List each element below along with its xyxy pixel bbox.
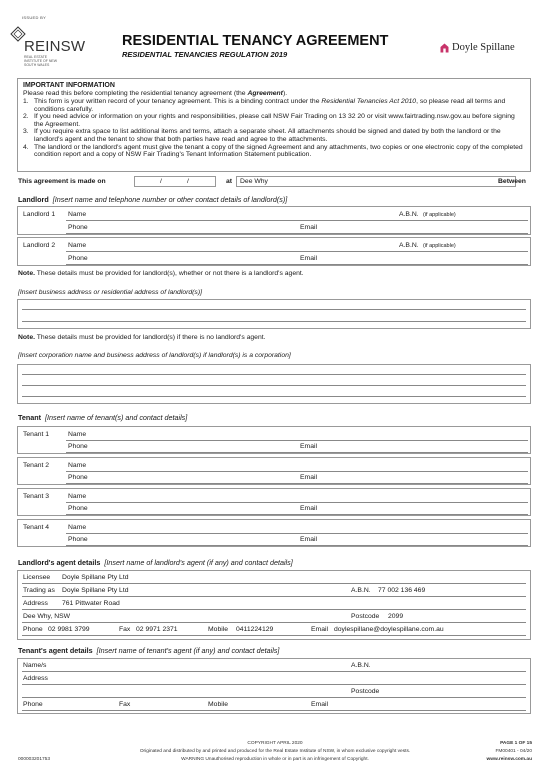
important-list xyxy=(23,98,525,159)
note-label: Note. xyxy=(18,270,35,277)
intro-end: ). xyxy=(282,90,288,97)
landlord-heading xyxy=(18,195,287,204)
tenant-1-box xyxy=(17,426,531,454)
footer-warning: WARNING Unauthorised reproduction in whole or in part is an infringement of Copyright. xyxy=(181,757,369,762)
item-number: 4. xyxy=(23,143,29,151)
tenant-hint: [Insert name of tenant(s) and contact details] xyxy=(45,413,188,422)
landlord-note-2 xyxy=(18,334,266,341)
agent-mobile-label: Mobile xyxy=(208,626,229,633)
tenant-1-name-label: Name xyxy=(68,431,87,438)
landlord-2-box xyxy=(17,237,531,266)
issued-by-label: ISSUED BY xyxy=(22,15,47,20)
note-text: These details must be provided for landlord(s), whether or not there is a landlord's agent. xyxy=(35,270,304,277)
landlord-1-box xyxy=(17,206,531,235)
tenant-agent-box xyxy=(17,658,531,714)
corporation-line xyxy=(22,374,526,375)
form-number: FM00401 - 04/20 xyxy=(495,749,532,754)
landlord-1-abn-label: A.B.N. xyxy=(399,211,419,218)
location-value: Dee Why xyxy=(240,178,268,185)
tenant-agent-email-label: Email xyxy=(311,701,328,708)
landlord-agent-hint: [Insert name of landlord's agent (if any) and contact details] xyxy=(104,558,293,567)
tenant-2-label: Tenant 2 xyxy=(23,462,50,469)
agent-email-label: Email xyxy=(311,626,328,633)
landlord-1-email-label: Email xyxy=(300,224,317,231)
trading-as-value: Doyle Spillane Pty Ltd xyxy=(62,587,129,594)
business-address-hint: [Insert business address or residential address of landlord(s)] xyxy=(18,289,202,296)
corporation-line xyxy=(22,385,526,386)
agent-email-value: doylespillane@doylespillane.com.au xyxy=(334,626,444,633)
important-item xyxy=(23,128,525,143)
landlord-2-abn-field[interactable] xyxy=(398,251,528,252)
tenant-agent-heading-text: Tenant's agent details xyxy=(18,646,93,655)
tenant-4-phone-label: Phone xyxy=(68,536,88,543)
business-address-box[interactable] xyxy=(17,299,531,329)
tenant-agent-mobile-label: Mobile xyxy=(208,701,229,708)
footer-origin: Originated and distributed by and printed and produced for the Real Estate Institute of NSW, in whom exclusive copyright vests. xyxy=(139,749,411,754)
page-subtitle: RESIDENTIAL TENANCIES REGULATION 2019 xyxy=(122,50,288,59)
tenant-3-box xyxy=(17,488,531,516)
tenant-agent-fax-label: Fax xyxy=(119,701,131,708)
tenant-2-box xyxy=(17,457,531,485)
website-link[interactable]: www.reinsw.com.au xyxy=(486,757,532,762)
landlord-2-contact-field[interactable] xyxy=(66,264,528,265)
tenant-agent-hint: [Insert name of tenant's agent (if any) and contact details] xyxy=(96,646,280,655)
trading-as-label: Trading as xyxy=(23,587,55,594)
landlord-2-abn-hint: (if applicable) xyxy=(423,243,456,249)
tenant-agent-abn-label: A.B.N. xyxy=(351,662,371,669)
tenant-4-email-label: Email xyxy=(300,536,317,543)
important-information-box xyxy=(17,78,531,172)
tenant-agent-address-label: Address xyxy=(23,675,48,682)
date-slash: / xyxy=(187,178,189,185)
tenant-3-label: Tenant 3 xyxy=(23,493,50,500)
agent-contact-field[interactable] xyxy=(22,635,526,636)
agent-abn-label: A.B.N. xyxy=(351,587,371,594)
tenant-3-phone-label: Phone xyxy=(68,505,88,512)
tenant-2-name-label: Name xyxy=(68,462,87,469)
landlord-1-abn-field[interactable] xyxy=(398,220,528,221)
location-field[interactable] xyxy=(236,176,516,187)
landlord-1-phone-label: Phone xyxy=(68,224,88,231)
item-text xyxy=(34,98,525,113)
corporation-box[interactable] xyxy=(17,364,531,404)
tenant-agent-address-field[interactable] xyxy=(22,684,526,685)
tenant-4-contact-field[interactable] xyxy=(66,545,528,546)
agent-suburb-value: Dee Why, NSW xyxy=(23,613,71,620)
tenant-agent-contact-field[interactable] xyxy=(22,710,526,711)
tenant-4-label: Tenant 4 xyxy=(23,524,50,531)
tenant-4-box xyxy=(17,519,531,547)
at-label: at xyxy=(226,178,233,185)
tenant-3-name-label: Name xyxy=(68,493,87,500)
item-number: 3. xyxy=(23,128,29,136)
agency-logo-text: Doyle Spillane xyxy=(452,42,515,53)
landlord-1-abn-hint: (if applicable) xyxy=(423,212,456,218)
corporation-hint: [Insert corporation name and business address of landlord(s) if landlord(s) is a corporation] xyxy=(18,352,291,359)
landlord-2-phone-label: Phone xyxy=(68,255,88,262)
tenant-1-phone-label: Phone xyxy=(68,443,88,450)
landlord-2-label: Landlord 2 xyxy=(23,242,56,249)
important-title: IMPORTANT INFORMATION xyxy=(23,82,115,89)
licensee-label: Licensee xyxy=(23,574,51,581)
item-text-b: Residential Tenancies Act 2010 xyxy=(321,98,417,105)
tenant-agent-postcode-field[interactable] xyxy=(22,697,526,698)
agent-abn-value: 77 002 136 469 xyxy=(378,587,426,594)
item-text-a: This form is your written record of your tenancy agreement. This is a binding contract under the xyxy=(34,98,322,105)
tenant-3-contact-field[interactable] xyxy=(66,514,528,515)
tenant-3-name-field[interactable] xyxy=(66,502,528,503)
tenant-2-email-label: Email xyxy=(300,474,317,481)
tenant-agent-name-field[interactable] xyxy=(22,671,526,672)
important-intro xyxy=(23,90,525,98)
landlord-agent-box xyxy=(17,570,531,640)
tenant-agent-heading xyxy=(18,646,279,655)
page-number: PAGE 1 OF 15 xyxy=(500,741,532,746)
date-slash: / xyxy=(160,178,162,185)
business-address-line xyxy=(22,321,526,322)
reinsw-logo-subtitle: REAL ESTATE INSTITUTE OF NEW SOUTH WALES xyxy=(24,55,58,67)
tenant-3-email-label: Email xyxy=(300,505,317,512)
licensee-value: Doyle Spillane Pty Ltd xyxy=(62,574,129,581)
agent-address-value: 761 Pittwater Road xyxy=(62,600,120,607)
item-text: The landlord or the landlord's agent must give the tenant a copy of the signed Agreement and any attachments, two copies or one electronic copy of the completed condition report and a copy of NSW Fair Trading's Tenant Information Statement publication. xyxy=(34,143,523,159)
note-text: These details must be provided for landlord(s) if there is no landlord's agent. xyxy=(35,334,266,341)
landlord-agent-heading-text: Landlord's agent details xyxy=(18,558,101,567)
reinsw-logo: REINSW xyxy=(24,38,86,55)
tenant-1-name-field[interactable] xyxy=(66,440,528,441)
item-number: 2. xyxy=(23,113,29,121)
landlord-1-name-field[interactable] xyxy=(66,220,398,221)
landlord-note-1 xyxy=(18,270,304,277)
between-label: Between xyxy=(498,178,526,185)
tenant-heading xyxy=(18,413,187,422)
date-field[interactable] xyxy=(134,176,216,187)
agent-phone-label: Phone xyxy=(23,626,43,633)
tenant-4-name-label: Name xyxy=(68,524,87,531)
important-item xyxy=(23,98,525,113)
tenant-1-contact-field[interactable] xyxy=(66,452,528,453)
agent-postcode-value: 2099 xyxy=(388,613,404,620)
agent-postcode-label: Postcode xyxy=(351,613,380,620)
landlord-1-name-label: Name xyxy=(68,211,87,218)
tenant-1-email-label: Email xyxy=(300,443,317,450)
landlord-1-label: Landlord 1 xyxy=(23,211,56,218)
intro-text: Please read this before completing the residential tenancy agreement (the xyxy=(23,90,248,97)
tenant-agent-postcode-label: Postcode xyxy=(351,688,380,695)
tenant-agent-name-label: Name/s xyxy=(23,662,47,669)
landlord-2-email-label: Email xyxy=(300,255,317,262)
intro-agreement: Agreement xyxy=(247,90,283,97)
tenant-heading-text: Tenant xyxy=(18,413,42,422)
agent-address-field[interactable] xyxy=(22,609,526,610)
agent-fax-value: 02 9971 2371 xyxy=(136,626,178,633)
landlord-2-abn-label: A.B.N. xyxy=(399,242,419,249)
agent-fax-label: Fax xyxy=(119,626,131,633)
landlord-2-name-field[interactable] xyxy=(66,251,398,252)
agent-mobile-value: 0411224129 xyxy=(236,626,274,633)
tenant-agent-phone-label: Phone xyxy=(23,701,43,708)
agent-address-label: Address xyxy=(23,600,48,607)
document-number: 000003201753 xyxy=(18,757,51,762)
made-on-label: This agreement is made on xyxy=(18,178,106,185)
tenant-4-name-field[interactable] xyxy=(66,533,528,534)
note-label: Note. xyxy=(18,334,35,341)
landlord-heading-text: Landlord xyxy=(18,195,49,204)
landlord-hint: [Insert name and telephone number or other contact details of landlord(s)] xyxy=(52,195,288,204)
trading-as-field[interactable] xyxy=(22,596,526,597)
agent-suburb-field[interactable] xyxy=(22,622,526,623)
licensee-field[interactable] xyxy=(22,583,526,584)
agency-logo xyxy=(440,42,515,53)
house-icon xyxy=(440,43,449,53)
item-text: If you require extra space to list additional items and terms, attach a separate sheet. All attachments should be signed and dated by both the landlord or the landlord's agent and the tenant to show that both parties have read and agree to the attachments. xyxy=(34,128,501,143)
page-title: RESIDENTIAL TENANCY AGREEMENT xyxy=(122,33,389,49)
landlord-1-contact-field[interactable] xyxy=(66,233,528,234)
tenant-2-contact-field[interactable] xyxy=(66,483,528,484)
business-address-line xyxy=(22,309,526,310)
tenant-2-name-field[interactable] xyxy=(66,471,528,472)
landlord-2-name-label: Name xyxy=(68,242,87,249)
important-item xyxy=(23,113,525,128)
tenant-1-label: Tenant 1 xyxy=(23,431,50,438)
item-text-c: , so please read all terms and conditions carefully. xyxy=(34,98,506,113)
footer-copyright: COPYRIGHT APRIL 2020 xyxy=(247,741,303,746)
item-number: 1. xyxy=(23,98,29,105)
item-text: If you need advice or information on your rights and responsibilities, please call NSW Fair Trading on 13 32 20 or visit www.fairtrading.nsw.gov.au before signing the Agreement. xyxy=(34,113,515,128)
agent-phone-value: 02 9981 3799 xyxy=(48,626,90,633)
corporation-line xyxy=(22,396,526,397)
landlord-agent-heading xyxy=(18,558,293,567)
tenant-2-phone-label: Phone xyxy=(68,474,88,481)
important-item xyxy=(23,144,525,159)
